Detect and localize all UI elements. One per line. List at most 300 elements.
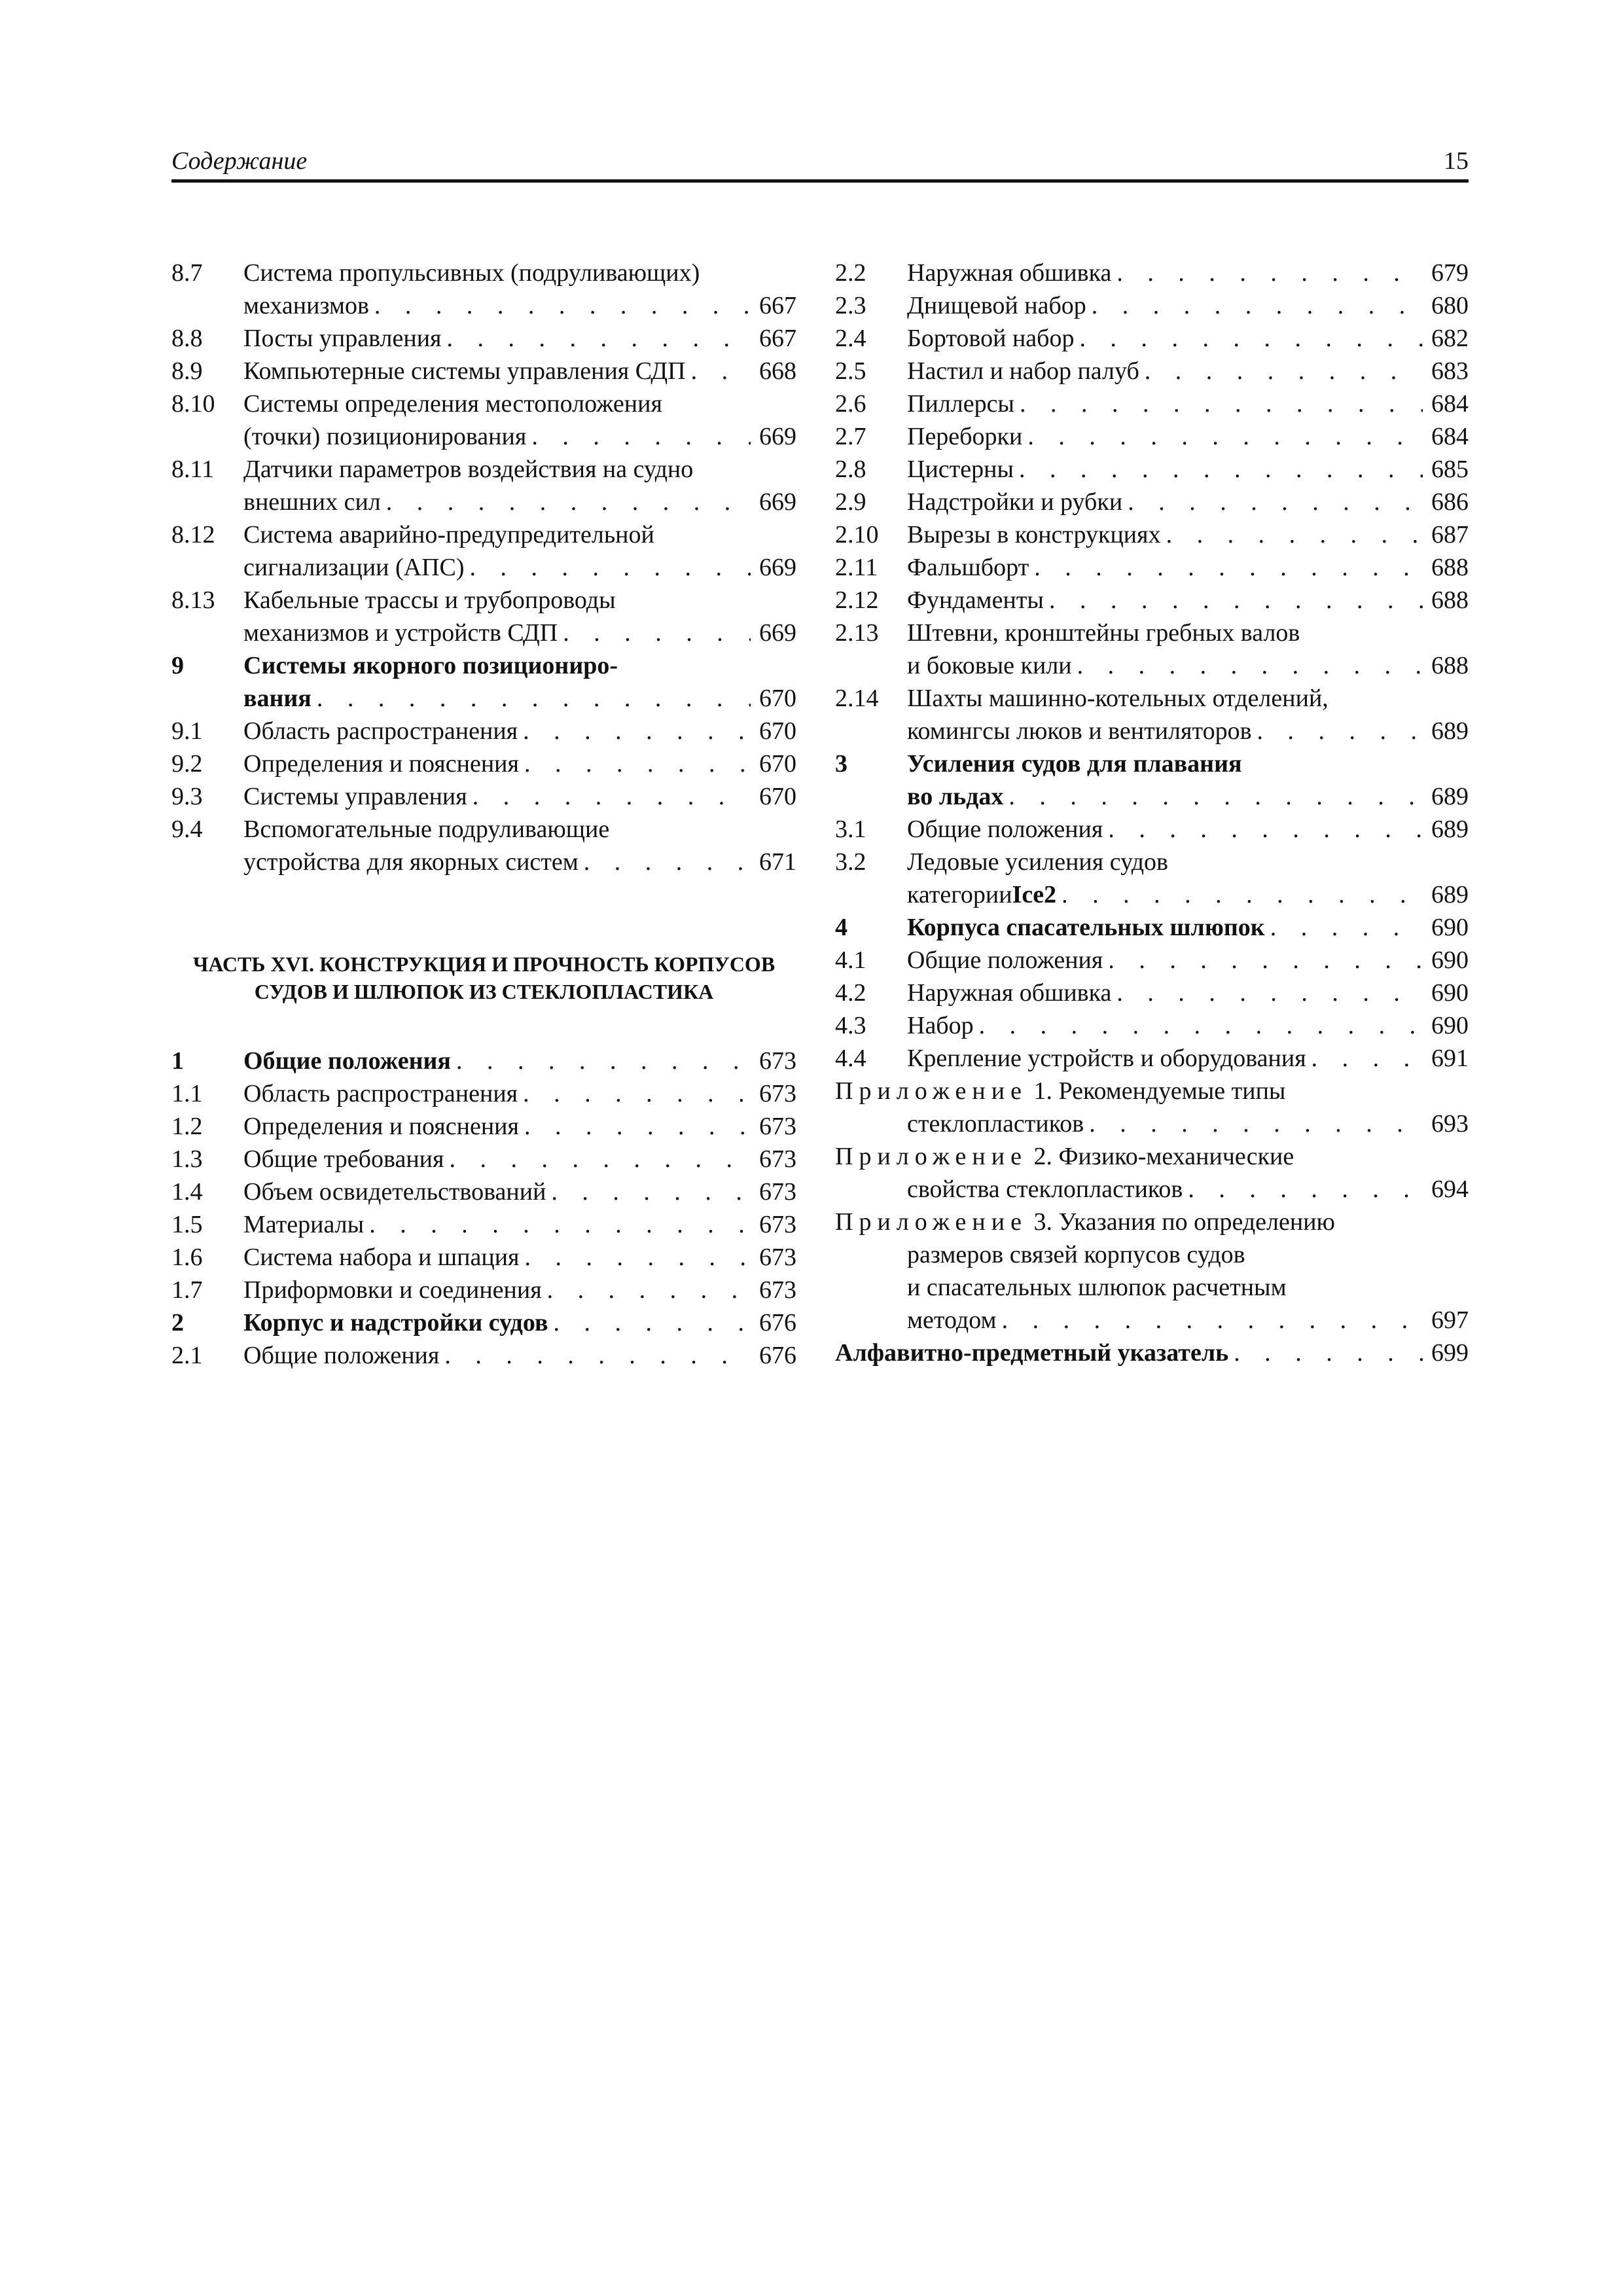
- toc-entry[interactable]: [171, 1208, 796, 1241]
- toc-entry-text: Область распространения: [243, 717, 518, 745]
- appendix-label: Приложение: [835, 1208, 1027, 1236]
- leader-dots: [553, 1306, 751, 1339]
- toc-entry-text: категории: [907, 881, 1012, 908]
- toc-entry-line: [907, 453, 1469, 486]
- leader-dots: [1270, 911, 1423, 944]
- toc-page-number: 669: [759, 619, 796, 647]
- toc-entry-line: [907, 617, 1469, 649]
- leader-dots: [369, 1208, 751, 1241]
- toc-entry-text: свойства стеклопластиков: [907, 1175, 1183, 1203]
- toc-entry-line: [243, 1110, 796, 1143]
- toc-entry-text: Настил и набор палуб: [907, 357, 1139, 385]
- toc-right-column: [835, 257, 1469, 1369]
- toc-entry-text: Общие положения: [243, 1342, 440, 1369]
- toc-entry[interactable]: [835, 387, 1469, 420]
- appendix-title: 2. Физико-механические: [1033, 1143, 1294, 1170]
- toc-page-number: 679: [1431, 259, 1469, 287]
- toc-section-number: 1.4: [171, 1178, 203, 1206]
- toc-page-number: 667: [759, 292, 796, 319]
- leader-dots: [523, 1077, 751, 1110]
- toc-entry-text: Вспомогательные подруливающие: [243, 816, 610, 843]
- toc-entry-line: [243, 1045, 796, 1077]
- toc-entry-text: механизмов и устройств СДП: [243, 619, 558, 647]
- toc-entry[interactable]: [171, 1274, 796, 1306]
- toc-appendix-first-line: [835, 1140, 1469, 1173]
- toc-entry-text: Определения и пояснения: [243, 1113, 519, 1140]
- toc-section-number: 4.2: [835, 979, 866, 1007]
- leader-dots: [1092, 289, 1423, 322]
- toc-entry[interactable]: [835, 420, 1469, 453]
- running-header: [171, 145, 1469, 183]
- toc-entry-text: Фальшборт: [907, 554, 1029, 581]
- toc-entry-line: [243, 1208, 796, 1241]
- toc-entry-line: [243, 1241, 796, 1274]
- toc-entry[interactable]: [835, 846, 1469, 911]
- toc-entry-line: [243, 1339, 796, 1372]
- toc-entry-line: [835, 1238, 1469, 1271]
- part-heading: [171, 950, 796, 1005]
- toc-entry[interactable]: [835, 257, 1469, 289]
- toc-section-number: 2.13: [835, 619, 879, 647]
- toc-entry-text: Определения и пояснения: [243, 750, 519, 778]
- toc-index-title: Алфавитно-предметный указатель: [835, 1339, 1229, 1367]
- toc-entry-text: Системы определения местоположения: [243, 390, 662, 418]
- toc-entry[interactable]: [835, 551, 1469, 584]
- toc-entry[interactable]: [835, 322, 1469, 355]
- toc-section-number: 3: [835, 750, 847, 778]
- toc-entry-line: [907, 846, 1469, 878]
- toc-entry-line: [907, 977, 1469, 1009]
- toc-entry-text: Общие положения: [243, 1047, 451, 1075]
- toc-entry-line: [907, 257, 1469, 289]
- toc-section-number: 2: [171, 1309, 184, 1336]
- toc-page-number: 673: [759, 1178, 796, 1206]
- toc-entry-text: внешних сил: [243, 488, 381, 516]
- leader-dots: [1145, 355, 1423, 387]
- toc-page-number: 682: [1431, 325, 1469, 352]
- toc-entry-text: Цистерны: [907, 456, 1014, 483]
- toc-entry-text: Фундаменты: [907, 586, 1044, 614]
- toc-entries-part: [171, 1045, 796, 1372]
- toc-entry[interactable]: [835, 747, 1469, 813]
- toc-entry-text: (точки) позиционирования: [243, 423, 527, 450]
- toc-page-number: 690: [1431, 946, 1469, 974]
- toc-page-number: 669: [759, 488, 796, 516]
- toc-entry-line: [907, 911, 1469, 944]
- toc-page-number: 676: [759, 1342, 796, 1369]
- toc-entry-line: [243, 1077, 796, 1110]
- toc-entry-text: Приформовки и соединения: [243, 1276, 542, 1304]
- toc-entry-text: Объем освидетельствований: [243, 1178, 546, 1206]
- toc-page-number: 676: [759, 1309, 796, 1336]
- toc-entry[interactable]: [171, 1241, 796, 1274]
- toc-entry[interactable]: [835, 617, 1469, 682]
- leader-dots: [1128, 486, 1423, 518]
- toc-page-number: 670: [759, 685, 796, 712]
- leader-dots: [523, 715, 751, 747]
- toc-entry-text: Корпуса спасательных шлюпок: [907, 914, 1265, 941]
- leader-dots: [444, 1339, 751, 1372]
- toc-entry-text: Вырезы в конструкциях: [907, 521, 1161, 548]
- appendix-label: Приложение: [835, 1143, 1027, 1170]
- leader-dots: [1089, 1107, 1423, 1140]
- toc-entry-line: [907, 747, 1469, 780]
- leader-dots: [374, 289, 751, 322]
- toc-entry-line: [243, 387, 796, 420]
- toc-appendix-entry[interactable]: [835, 1206, 1469, 1336]
- toc-entry-line: [907, 682, 1469, 715]
- toc-entry-text: Общие требования: [243, 1145, 444, 1173]
- toc-entry-text: вания: [243, 685, 312, 712]
- toc-entry-line: [907, 420, 1469, 453]
- toc-entry-line: [907, 944, 1469, 977]
- toc-entry-text: Пиллерсы: [907, 390, 1014, 418]
- toc-entry-text: Штевни, кронштейны гребных валов: [907, 619, 1300, 647]
- toc-entry[interactable]: [171, 355, 796, 387]
- toc-entry-line: [243, 1143, 796, 1175]
- toc-section-number: 9.1: [171, 717, 203, 745]
- appendix-title: 3. Указания по определению: [1033, 1208, 1335, 1236]
- header-page-number: 15: [1444, 147, 1469, 175]
- toc-page-number: 683: [1431, 357, 1469, 385]
- toc-page-number: 670: [759, 717, 796, 745]
- toc-entry[interactable]: [835, 486, 1469, 518]
- leader-dots: [447, 322, 751, 355]
- toc-entry-line: [243, 649, 796, 682]
- toc-page-number: 673: [759, 1145, 796, 1173]
- toc-entry-line: [835, 1107, 1469, 1140]
- leader-dots: [1311, 1042, 1423, 1075]
- leader-dots: [547, 1274, 751, 1306]
- toc-section-number: 8.9: [171, 357, 203, 385]
- toc-page-number: 690: [1431, 914, 1469, 941]
- toc-entry[interactable]: [171, 1175, 796, 1208]
- toc-appendices: [835, 1075, 1469, 1336]
- toc-section-number: 2.5: [835, 357, 866, 385]
- toc-entry[interactable]: [171, 453, 796, 518]
- toc-page-number: 669: [759, 423, 796, 450]
- toc-section-number: 1.7: [171, 1276, 203, 1304]
- toc-entry[interactable]: [171, 1339, 796, 1372]
- toc-section-number: 9.2: [171, 750, 203, 778]
- toc-entry-line: [243, 355, 796, 387]
- toc-page-number: 668: [759, 357, 796, 385]
- toc-section-number: 8.13: [171, 586, 215, 614]
- toc-section-number: 1.1: [171, 1080, 203, 1107]
- toc-entry-text: во льдах: [907, 783, 1004, 810]
- toc-entry-line: [835, 1173, 1469, 1206]
- toc-entry-text: и боковые кили: [907, 652, 1072, 679]
- toc-section-number: 2.10: [835, 521, 879, 548]
- toc-page-number: 694: [1431, 1175, 1469, 1203]
- toc-page-number: 689: [1431, 816, 1469, 843]
- toc-entry-text: Область распространения: [243, 1080, 518, 1107]
- toc-page-number: 684: [1431, 390, 1469, 418]
- toc-entry-line: [243, 453, 796, 486]
- leader-dots: [470, 551, 751, 584]
- toc-entry[interactable]: [171, 257, 796, 322]
- toc-page-number: 673: [759, 1276, 796, 1304]
- toc-entry[interactable]: [835, 682, 1469, 747]
- toc-entry-text: Система пропульсивных (подруливающих): [243, 259, 700, 287]
- toc-entry-text-bold: Ice2: [1012, 881, 1057, 908]
- leader-dots: [1166, 518, 1423, 551]
- leader-dots: [386, 486, 751, 518]
- toc-entry-line: [243, 322, 796, 355]
- toc-page-number: 690: [1431, 1012, 1469, 1039]
- toc-entry-line: [243, 1306, 796, 1339]
- toc-entry-line: [243, 551, 796, 584]
- leader-dots: [1077, 649, 1423, 682]
- leader-dots: [1108, 944, 1423, 977]
- toc-section-number: 2.9: [835, 488, 866, 516]
- leader-dots: [1019, 453, 1423, 486]
- toc-entry-line: [243, 1274, 796, 1306]
- toc-section-number: 9: [171, 652, 184, 679]
- toc-section-number: 3.2: [835, 848, 866, 876]
- toc-entry-text: Посты управления: [243, 325, 442, 352]
- toc-entry[interactable]: [171, 813, 796, 878]
- leader-dots: [525, 1241, 751, 1274]
- toc-entry-line: [907, 551, 1469, 584]
- toc-entry-line: [907, 355, 1469, 387]
- toc-section-number: 2.4: [835, 325, 866, 352]
- toc-section-number: 9.3: [171, 783, 203, 810]
- toc-entry-text: стеклопластиков: [907, 1110, 1084, 1138]
- leader-dots: [449, 1143, 751, 1175]
- toc-page-number: 670: [759, 783, 796, 810]
- toc-section-number: 4.1: [835, 946, 866, 974]
- toc-section-number: 8.12: [171, 521, 215, 548]
- toc-entry-line: [835, 1304, 1469, 1336]
- toc-section-number: 2.11: [835, 554, 878, 581]
- toc-entry[interactable]: [835, 1009, 1469, 1042]
- leader-dots: [1020, 387, 1423, 420]
- leader-dots: [1257, 715, 1423, 747]
- toc-entry[interactable]: [171, 1143, 796, 1175]
- toc-entry-text: механизмов: [243, 292, 369, 319]
- toc-page-number: 687: [1431, 521, 1469, 548]
- toc-page-number: 689: [1431, 783, 1469, 810]
- toc-appendix-entry[interactable]: [835, 1075, 1469, 1140]
- toc-entry[interactable]: [835, 289, 1469, 322]
- leader-dots: [979, 1009, 1423, 1042]
- toc-entry-line: [243, 1175, 796, 1208]
- toc-page-number: 689: [1431, 881, 1469, 908]
- toc-page-number: 685: [1431, 456, 1469, 483]
- toc-entry[interactable]: [171, 747, 796, 780]
- toc-entry[interactable]: [171, 387, 796, 453]
- toc-entry-text: Усиления судов для плавания: [907, 750, 1242, 778]
- toc-entry-line: [907, 387, 1469, 420]
- toc-entry-line: [243, 747, 796, 780]
- toc-entry[interactable]: [835, 584, 1469, 617]
- toc-entry-line: [907, 518, 1469, 551]
- leader-dots: [1002, 1304, 1423, 1336]
- toc-entry[interactable]: [835, 453, 1469, 486]
- leader-dots: [1234, 1336, 1423, 1369]
- leader-dots: [691, 355, 751, 387]
- toc-section-number: 1.3: [171, 1145, 203, 1173]
- toc-entry-line: [907, 486, 1469, 518]
- toc-page-number: 671: [759, 848, 796, 876]
- toc-section-number: 2.14: [835, 685, 879, 712]
- toc-entry[interactable]: [171, 715, 796, 747]
- toc-entry[interactable]: [171, 518, 796, 584]
- toc-entry[interactable]: [835, 355, 1469, 387]
- leader-dots: [1061, 878, 1423, 911]
- toc-entry-line: [907, 584, 1469, 617]
- toc-entry-text: Системы управления: [243, 783, 467, 810]
- toc-entry[interactable]: [171, 584, 796, 649]
- toc-entry[interactable]: [835, 944, 1469, 977]
- toc-entry-text: Кабельные трассы и трубопроводы: [243, 586, 616, 614]
- toc-entry-text: Набор: [907, 1012, 974, 1039]
- toc-entry[interactable]: [171, 1077, 796, 1110]
- leader-dots: [531, 420, 751, 453]
- toc-entry-line: [243, 420, 796, 453]
- toc-entry[interactable]: [171, 649, 796, 715]
- toc-page-number: 669: [759, 554, 796, 581]
- toc-entry-text: Наружная обшивка: [907, 259, 1112, 287]
- toc-entry-text: Корпус и надстройки судов: [243, 1309, 548, 1336]
- toc-section-number: 4.4: [835, 1045, 866, 1072]
- toc-entry[interactable]: [171, 322, 796, 355]
- toc-section-number: 4.3: [835, 1012, 866, 1039]
- leader-dots: [1034, 551, 1423, 584]
- toc-page-number: 684: [1431, 423, 1469, 450]
- toc-entries-left: [171, 257, 796, 878]
- leader-dots: [473, 780, 751, 813]
- toc-section-number: 8.8: [171, 325, 203, 352]
- toc-section-number: 8.11: [171, 456, 215, 483]
- toc-section-number: 2.3: [835, 292, 866, 319]
- leader-dots: [1079, 322, 1423, 355]
- toc-entry[interactable]: [171, 1045, 796, 1077]
- toc-entry-line: [907, 715, 1469, 747]
- toc-section-number: 4: [835, 914, 847, 941]
- toc-entry-line: [907, 813, 1469, 846]
- toc-entry-line: [907, 780, 1469, 813]
- toc-page-number: 686: [1431, 488, 1469, 516]
- toc-appendix-first-line: [835, 1075, 1469, 1107]
- toc-entry-line: [907, 649, 1469, 682]
- toc-page-number: 688: [1431, 586, 1469, 614]
- toc-page-number: 673: [759, 1211, 796, 1238]
- toc-section-number: 2.1: [171, 1342, 203, 1369]
- toc-entry-line: [907, 289, 1469, 322]
- toc-entry-text: устройства для якорных систем: [243, 848, 579, 876]
- toc-entry-text: Датчики параметров воздействия на судно: [243, 456, 694, 483]
- toc-entry-text: Общие положения: [907, 946, 1103, 974]
- toc-entry-line: [243, 486, 796, 518]
- toc-entry-line: [835, 1271, 1469, 1304]
- part-heading-line: ЧАСТЬ XVI. КОНСТРУКЦИЯ И ПРОЧНОСТЬ КОРПУСОВ: [192, 952, 776, 976]
- toc-entry[interactable]: [171, 780, 796, 813]
- toc-section-number: 1.6: [171, 1244, 203, 1271]
- toc-entry[interactable]: [835, 977, 1469, 1009]
- leader-dots: [1049, 584, 1423, 617]
- leader-dots: [524, 747, 751, 780]
- toc-section-number: 9.4: [171, 816, 203, 843]
- toc-appendix-first-line: [835, 1206, 1469, 1238]
- toc-entry-text: Надстройки и рубки: [907, 488, 1123, 516]
- toc-entry-line: [907, 322, 1469, 355]
- toc-section-number: 2.12: [835, 586, 879, 614]
- toc-page-number: 673: [759, 1047, 796, 1075]
- toc-entry-line: [243, 715, 796, 747]
- toc-entry-text: и спасательных шлюпок расчетным: [907, 1274, 1287, 1301]
- toc-left-column: [171, 257, 796, 1372]
- toc-entry-line: [243, 846, 796, 878]
- toc-entry-text: Общие положения: [907, 816, 1103, 843]
- toc-entry-text: Днищевой набор: [907, 292, 1086, 319]
- leader-dots: [584, 846, 751, 878]
- toc-page-number: 688: [1431, 652, 1469, 679]
- leader-dots: [317, 682, 751, 715]
- toc-page-number: 673: [759, 1113, 796, 1140]
- toc-index-entry[interactable]: [835, 1336, 1469, 1369]
- toc-section-number: 2.7: [835, 423, 866, 450]
- toc-entry[interactable]: [171, 1306, 796, 1339]
- toc-entry-text: Компьютерные системы управления СДП: [243, 357, 686, 385]
- toc-entry-text: Материалы: [243, 1211, 365, 1238]
- toc-entry-text: размеров связей корпусов судов: [907, 1241, 1245, 1268]
- toc-entry[interactable]: [835, 1042, 1469, 1075]
- toc-entry-text: комингсы люков и вентиляторов: [907, 717, 1252, 745]
- header-title: Содержание: [171, 147, 308, 175]
- toc-page-number: 699: [1431, 1339, 1469, 1367]
- leader-dots: [1116, 977, 1423, 1009]
- toc-entry-text: Система набора и шпация: [243, 1244, 520, 1271]
- toc-appendix-entry[interactable]: [835, 1140, 1469, 1206]
- toc-page-number: 690: [1431, 979, 1469, 1007]
- toc-entry-line: [243, 682, 796, 715]
- toc-section-number: 1.2: [171, 1113, 203, 1140]
- toc-entry-text: Наружная обшивка: [907, 979, 1112, 1007]
- toc-page-number: 670: [759, 750, 796, 778]
- toc-entry-line: [243, 257, 796, 289]
- part-heading-line: СУДОВ И ШЛЮПОК ИЗ СТЕКЛОПЛАСТИКА: [254, 980, 714, 1003]
- toc-entry-text: Ледовые усиления судов: [907, 848, 1168, 876]
- toc-section-number: 8.10: [171, 390, 215, 418]
- toc-entry[interactable]: [171, 1110, 796, 1143]
- toc-entry[interactable]: [835, 813, 1469, 846]
- toc-section-number: 2.6: [835, 390, 866, 418]
- leader-dots: [456, 1045, 751, 1077]
- toc-section-number: 8.7: [171, 259, 203, 287]
- toc-entry-line: [243, 518, 796, 551]
- toc-entry[interactable]: [835, 911, 1469, 944]
- toc-entry-line: [243, 289, 796, 322]
- toc-entry-line: [243, 813, 796, 846]
- toc-page-number: 673: [759, 1244, 796, 1271]
- toc-entry-text: Крепление устройств и оборудования: [907, 1045, 1306, 1072]
- toc-page-number: 688: [1431, 554, 1469, 581]
- toc-page-number: 689: [1431, 717, 1469, 745]
- toc-page-number: 697: [1431, 1306, 1469, 1334]
- leader-dots: [1027, 420, 1423, 453]
- toc-entry[interactable]: [835, 518, 1469, 551]
- toc-page-number: 680: [1431, 292, 1469, 319]
- toc-entry-text: Переборки: [907, 423, 1023, 450]
- toc-section-number: 1: [171, 1047, 184, 1075]
- toc-entry-line: [907, 878, 1469, 911]
- leader-dots: [551, 1175, 751, 1208]
- toc-entry-text: методом: [907, 1306, 997, 1334]
- toc-entry-text: Системы якорного позициониро-: [243, 652, 618, 679]
- appendix-label: Приложение: [835, 1077, 1027, 1105]
